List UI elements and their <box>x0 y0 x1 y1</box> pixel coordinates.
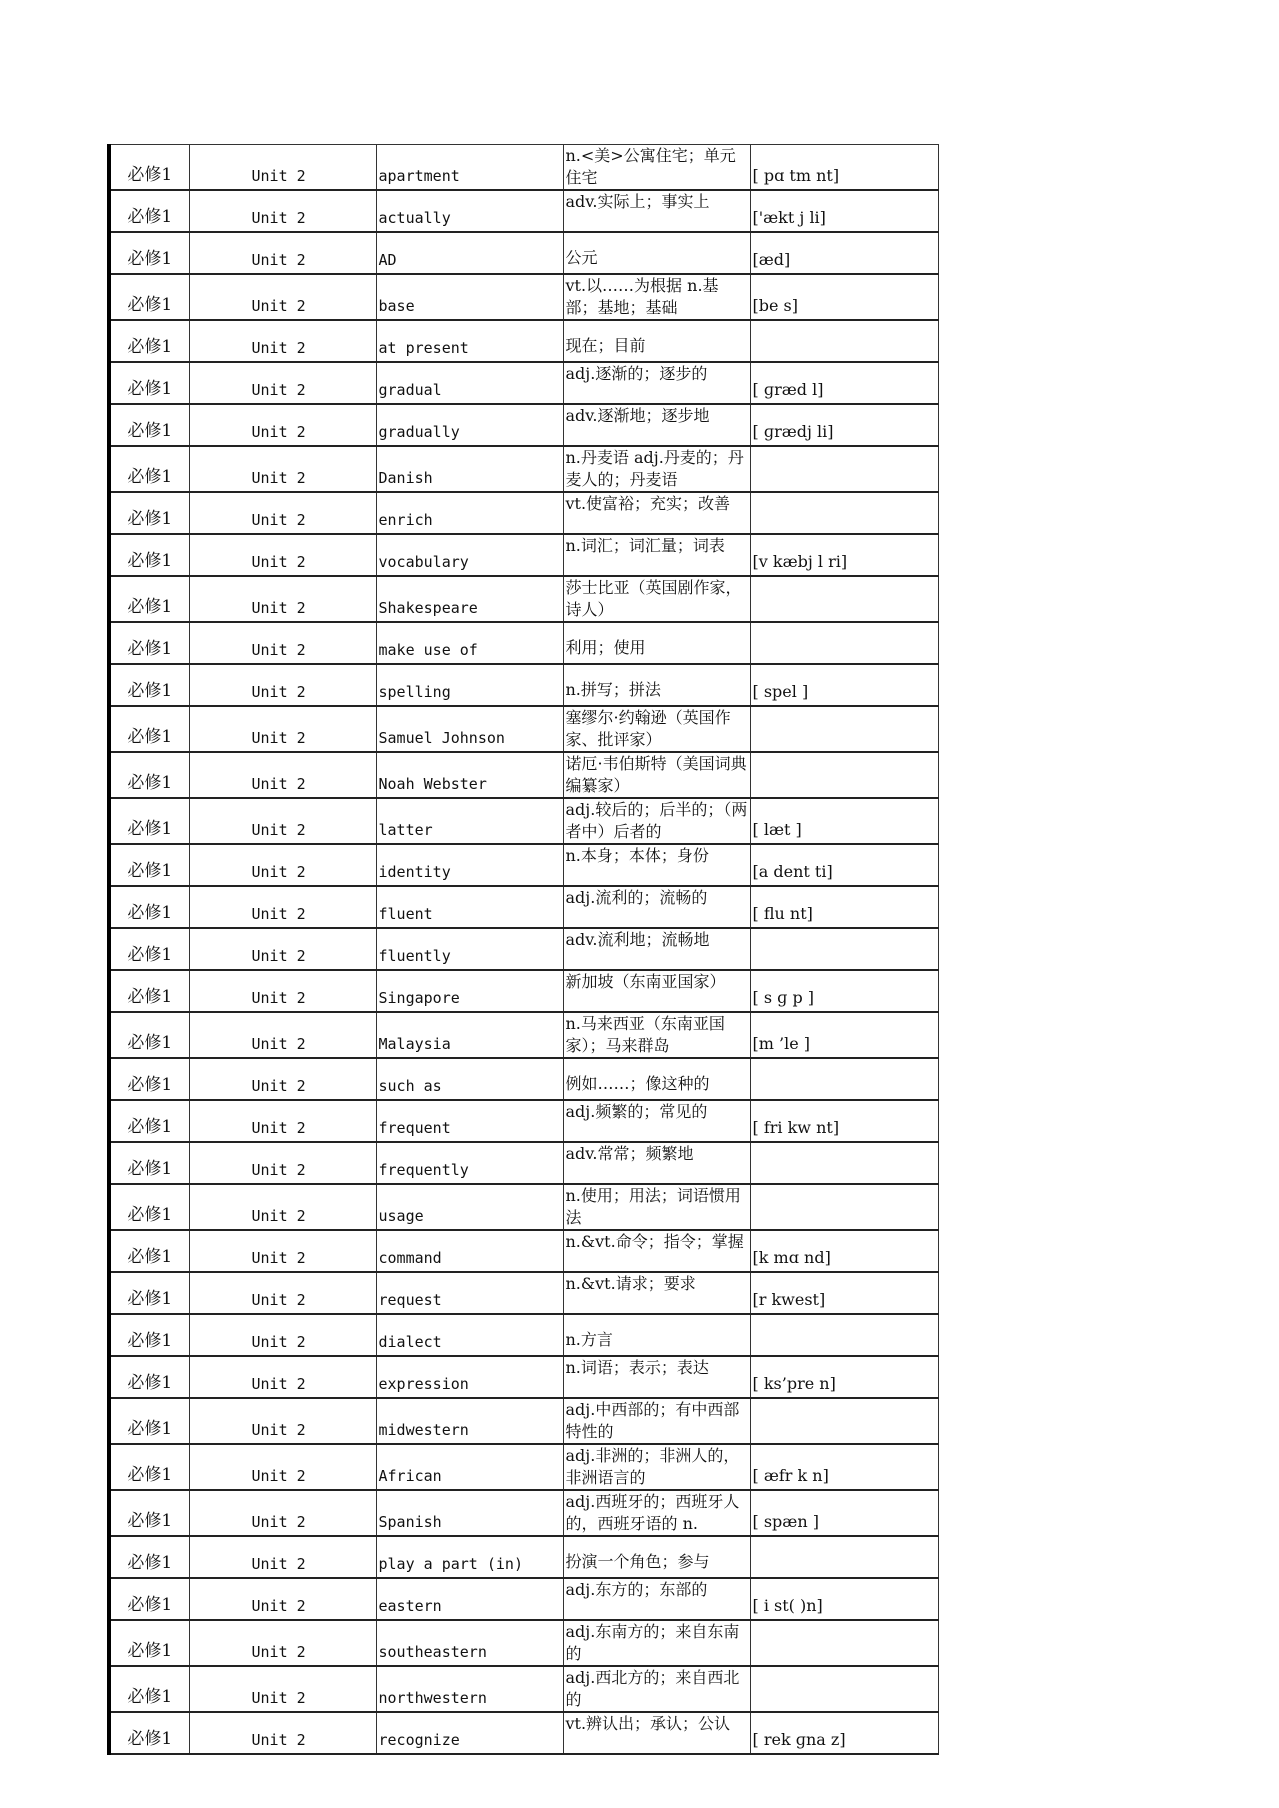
unit-cell: Unit 2 <box>189 752 376 798</box>
phonetic-cell <box>750 1184 938 1230</box>
meaning-cell: adj.东方的；东部的 <box>563 1578 750 1620</box>
unit-cell: Unit 2 <box>189 886 376 928</box>
word-cell: southeastern <box>376 1620 563 1666</box>
module-cell: 必修1 <box>109 576 189 622</box>
unit-cell: Unit 2 <box>189 1536 376 1578</box>
module-cell: 必修1 <box>109 534 189 576</box>
module-cell: 必修1 <box>109 622 189 664</box>
phonetic-cell: [ spel ] <box>750 664 938 706</box>
meaning-cell: n.&vt.请求；要求 <box>563 1272 750 1314</box>
module-cell: 必修1 <box>109 274 189 320</box>
table-row <box>109 1230 938 1272</box>
table-row <box>109 1272 938 1314</box>
meaning-cell: vt.辨认出；承认；公认 <box>563 1712 750 1754</box>
table-row <box>109 1012 938 1058</box>
module-cell: 必修1 <box>109 145 189 191</box>
phonetic-cell: [ i st( )n] <box>750 1578 938 1620</box>
table-row <box>109 886 938 928</box>
unit-cell: Unit 2 <box>189 274 376 320</box>
unit-cell: Unit 2 <box>189 928 376 970</box>
table-row <box>109 190 938 232</box>
word-cell: Samuel Johnson <box>376 706 563 752</box>
table-row <box>109 752 938 798</box>
phonetic-cell <box>750 320 938 362</box>
word-cell: frequently <box>376 1142 563 1184</box>
module-cell: 必修1 <box>109 1272 189 1314</box>
meaning-cell: 例如……；像这种的 <box>563 1058 750 1100</box>
module-cell: 必修1 <box>109 1356 189 1398</box>
table-row <box>109 1578 938 1620</box>
table-row <box>109 492 938 534</box>
phonetic-cell: [k mɑ nd] <box>750 1230 938 1272</box>
phonetic-cell: [be s] <box>750 274 938 320</box>
meaning-cell: 莎士比亚（英国剧作家，诗人） <box>563 576 750 622</box>
meaning-cell: adj.流利的；流畅的 <box>563 886 750 928</box>
phonetic-cell <box>750 1666 938 1712</box>
phonetic-cell: [ ɡrædj li] <box>750 404 938 446</box>
table-row <box>109 1184 938 1230</box>
meaning-cell: adv.逐渐地；逐步地 <box>563 404 750 446</box>
word-cell: usage <box>376 1184 563 1230</box>
module-cell: 必修1 <box>109 1100 189 1142</box>
table-row <box>109 1712 938 1754</box>
phonetic-cell <box>750 446 938 492</box>
phonetic-cell: [ æfr k n] <box>750 1444 938 1490</box>
meaning-cell: 扮演一个角色；参与 <box>563 1536 750 1578</box>
word-cell: such as <box>376 1058 563 1100</box>
word-cell: vocabulary <box>376 534 563 576</box>
table-row <box>109 1536 938 1578</box>
unit-cell: Unit 2 <box>189 706 376 752</box>
module-cell: 必修1 <box>109 886 189 928</box>
word-cell: frequent <box>376 1100 563 1142</box>
word-cell: gradual <box>376 362 563 404</box>
unit-cell: Unit 2 <box>189 798 376 844</box>
module-cell: 必修1 <box>109 404 189 446</box>
phonetic-cell: [a dent ti] <box>750 844 938 886</box>
table-row <box>109 1398 938 1444</box>
unit-cell: Unit 2 <box>189 320 376 362</box>
word-cell: make use of <box>376 622 563 664</box>
module-cell: 必修1 <box>109 362 189 404</box>
word-cell: AD <box>376 232 563 274</box>
meaning-cell: n.词语；表示；表达 <box>563 1356 750 1398</box>
unit-cell: Unit 2 <box>189 446 376 492</box>
phonetic-cell <box>750 1620 938 1666</box>
word-cell: recognize <box>376 1712 563 1754</box>
meaning-cell: 现在；目前 <box>563 320 750 362</box>
unit-cell: Unit 2 <box>189 534 376 576</box>
unit-cell: Unit 2 <box>189 1100 376 1142</box>
module-cell: 必修1 <box>109 1620 189 1666</box>
unit-cell: Unit 2 <box>189 1012 376 1058</box>
word-cell: Shakespeare <box>376 576 563 622</box>
phonetic-cell <box>750 492 938 534</box>
table-row <box>109 664 938 706</box>
unit-cell: Unit 2 <box>189 1666 376 1712</box>
module-cell: 必修1 <box>109 844 189 886</box>
phonetic-cell: [m ’le ] <box>750 1012 938 1058</box>
word-cell: African <box>376 1444 563 1490</box>
phonetic-cell <box>750 1058 938 1100</box>
meaning-cell: adv.常常；频繁地 <box>563 1142 750 1184</box>
meaning-cell: n.方言 <box>563 1314 750 1356</box>
word-cell: play a part (in) <box>376 1536 563 1578</box>
word-cell: request <box>376 1272 563 1314</box>
phonetic-cell: [ spæn ] <box>750 1490 938 1536</box>
word-cell: eastern <box>376 1578 563 1620</box>
table-row <box>109 1356 938 1398</box>
table-row <box>109 1666 938 1712</box>
table-row <box>109 534 938 576</box>
word-cell: identity <box>376 844 563 886</box>
table-row <box>109 1142 938 1184</box>
word-cell: fluent <box>376 886 563 928</box>
unit-cell: Unit 2 <box>189 1444 376 1490</box>
meaning-cell: adj.非洲的；非洲人的，非洲语言的 <box>563 1444 750 1490</box>
phonetic-cell <box>750 928 938 970</box>
phonetic-cell: [ fri kw nt] <box>750 1100 938 1142</box>
table-row <box>109 446 938 492</box>
word-cell: fluently <box>376 928 563 970</box>
meaning-cell: adj.西北方的；来自西北的 <box>563 1666 750 1712</box>
unit-cell: Unit 2 <box>189 1398 376 1444</box>
phonetic-cell <box>750 706 938 752</box>
module-cell: 必修1 <box>109 1712 189 1754</box>
unit-cell: Unit 2 <box>189 844 376 886</box>
module-cell: 必修1 <box>109 664 189 706</box>
meaning-cell: adj.频繁的；常见的 <box>563 1100 750 1142</box>
module-cell: 必修1 <box>109 1536 189 1578</box>
phonetic-cell: [ ɡræd l] <box>750 362 938 404</box>
module-cell: 必修1 <box>109 1490 189 1536</box>
phonetic-cell <box>750 1536 938 1578</box>
phonetic-cell: [v kæbj l ri] <box>750 534 938 576</box>
phonetic-cell <box>750 1142 938 1184</box>
phonetic-cell: [æd] <box>750 232 938 274</box>
word-cell: northwestern <box>376 1666 563 1712</box>
unit-cell: Unit 2 <box>189 664 376 706</box>
unit-cell: Unit 2 <box>189 1578 376 1620</box>
module-cell: 必修1 <box>109 1184 189 1230</box>
meaning-cell: adj.中西部的；有中西部特性的 <box>563 1398 750 1444</box>
word-cell: expression <box>376 1356 563 1398</box>
phonetic-cell <box>750 576 938 622</box>
unit-cell: Unit 2 <box>189 1230 376 1272</box>
unit-cell: Unit 2 <box>189 145 376 191</box>
module-cell: 必修1 <box>109 798 189 844</box>
module-cell: 必修1 <box>109 1666 189 1712</box>
meaning-cell: 塞缪尔·约翰逊（英国作家、批评家） <box>563 706 750 752</box>
table-row <box>109 1058 938 1100</box>
phonetic-cell: [ s ɡ p ] <box>750 970 938 1012</box>
unit-cell: Unit 2 <box>189 1272 376 1314</box>
module-cell: 必修1 <box>109 1444 189 1490</box>
module-cell: 必修1 <box>109 232 189 274</box>
unit-cell: Unit 2 <box>189 1184 376 1230</box>
phonetic-cell: ['ækt j li] <box>750 190 938 232</box>
unit-cell: Unit 2 <box>189 1712 376 1754</box>
unit-cell: Unit 2 <box>189 970 376 1012</box>
table-row <box>109 576 938 622</box>
meaning-cell: adj.较后的；后半的；（两者中）后者的 <box>563 798 750 844</box>
table-row <box>109 1100 938 1142</box>
meaning-cell: adj.东南方的；来自东南的 <box>563 1620 750 1666</box>
table-row <box>109 1444 938 1490</box>
table-row <box>109 1620 938 1666</box>
unit-cell: Unit 2 <box>189 492 376 534</box>
unit-cell: Unit 2 <box>189 1356 376 1398</box>
module-cell: 必修1 <box>109 320 189 362</box>
module-cell: 必修1 <box>109 970 189 1012</box>
word-cell: at present <box>376 320 563 362</box>
meaning-cell: n.词汇；词汇量；词表 <box>563 534 750 576</box>
word-cell: actually <box>376 190 563 232</box>
unit-cell: Unit 2 <box>189 404 376 446</box>
unit-cell: Unit 2 <box>189 576 376 622</box>
table-row <box>109 232 938 274</box>
word-cell: spelling <box>376 664 563 706</box>
word-cell: base <box>376 274 563 320</box>
meaning-cell: n.拼写；拼法 <box>563 664 750 706</box>
unit-cell: Unit 2 <box>189 1620 376 1666</box>
meaning-cell: adj.西班牙的；西班牙人的，西班牙语的 n. <box>563 1490 750 1536</box>
unit-cell: Unit 2 <box>189 232 376 274</box>
module-cell: 必修1 <box>109 1058 189 1100</box>
table-row <box>109 362 938 404</box>
word-cell: Spanish <box>376 1490 563 1536</box>
meaning-cell: n.丹麦语 adj.丹麦的；丹麦人的；丹麦语 <box>563 446 750 492</box>
phonetic-cell: [r kwest] <box>750 1272 938 1314</box>
word-cell: dialect <box>376 1314 563 1356</box>
word-cell: apartment <box>376 145 563 191</box>
phonetic-cell <box>750 1398 938 1444</box>
meaning-cell: adv.实际上；事实上 <box>563 190 750 232</box>
phonetic-cell: [ ks’pre n] <box>750 1356 938 1398</box>
module-cell: 必修1 <box>109 1578 189 1620</box>
meaning-cell: 利用；使用 <box>563 622 750 664</box>
module-cell: 必修1 <box>109 1142 189 1184</box>
meaning-cell: n.&vt.命令；指令；掌握 <box>563 1230 750 1272</box>
module-cell: 必修1 <box>109 492 189 534</box>
phonetic-cell: [ pɑ tm nt] <box>750 145 938 191</box>
table-row <box>109 798 938 844</box>
vocabulary-table-body <box>109 145 938 1755</box>
module-cell: 必修1 <box>109 1314 189 1356</box>
meaning-cell: n.马来西亚（东南亚国家）；马来群岛 <box>563 1012 750 1058</box>
unit-cell: Unit 2 <box>189 362 376 404</box>
meaning-cell: vt.使富裕；充实；改善 <box>563 492 750 534</box>
word-cell: midwestern <box>376 1398 563 1444</box>
table-row <box>109 622 938 664</box>
module-cell: 必修1 <box>109 1398 189 1444</box>
unit-cell: Unit 2 <box>189 190 376 232</box>
unit-cell: Unit 2 <box>189 1314 376 1356</box>
table-row <box>109 1314 938 1356</box>
word-cell: enrich <box>376 492 563 534</box>
meaning-cell: vt.以……为根据 n.基部；基地；基础 <box>563 274 750 320</box>
meaning-cell: adv.流利地；流畅地 <box>563 928 750 970</box>
table-row <box>109 706 938 752</box>
module-cell: 必修1 <box>109 1012 189 1058</box>
vocabulary-table <box>107 144 939 1755</box>
module-cell: 必修1 <box>109 190 189 232</box>
phonetic-cell: [ rek ɡna z] <box>750 1712 938 1754</box>
unit-cell: Unit 2 <box>189 1142 376 1184</box>
table-row <box>109 320 938 362</box>
word-cell: Noah Webster <box>376 752 563 798</box>
unit-cell: Unit 2 <box>189 1490 376 1536</box>
word-cell: Singapore <box>376 970 563 1012</box>
phonetic-cell <box>750 1314 938 1356</box>
word-cell: Danish <box>376 446 563 492</box>
meaning-cell: n.使用；用法；词语惯用法 <box>563 1184 750 1230</box>
phonetic-cell: [ læt ] <box>750 798 938 844</box>
meaning-cell: 公元 <box>563 232 750 274</box>
meaning-cell: n.本身；本体；身份 <box>563 844 750 886</box>
table-row <box>109 145 938 191</box>
phonetic-cell <box>750 752 938 798</box>
word-cell: Malaysia <box>376 1012 563 1058</box>
word-cell: command <box>376 1230 563 1272</box>
meaning-cell: n.<美>公寓住宅；单元住宅 <box>563 145 750 191</box>
table-row <box>109 844 938 886</box>
unit-cell: Unit 2 <box>189 1058 376 1100</box>
phonetic-cell <box>750 622 938 664</box>
table-row <box>109 404 938 446</box>
meaning-cell: 新加坡（东南亚国家） <box>563 970 750 1012</box>
module-cell: 必修1 <box>109 446 189 492</box>
module-cell: 必修1 <box>109 928 189 970</box>
word-cell: latter <box>376 798 563 844</box>
table-row <box>109 274 938 320</box>
meaning-cell: 诺厄·韦伯斯特（美国词典编纂家） <box>563 752 750 798</box>
unit-cell: Unit 2 <box>189 622 376 664</box>
word-cell: gradually <box>376 404 563 446</box>
table-row <box>109 970 938 1012</box>
phonetic-cell: [ flu nt] <box>750 886 938 928</box>
table-row <box>109 1490 938 1536</box>
module-cell: 必修1 <box>109 706 189 752</box>
module-cell: 必修1 <box>109 1230 189 1272</box>
meaning-cell: adj.逐渐的；逐步的 <box>563 362 750 404</box>
table-row <box>109 928 938 970</box>
module-cell: 必修1 <box>109 752 189 798</box>
